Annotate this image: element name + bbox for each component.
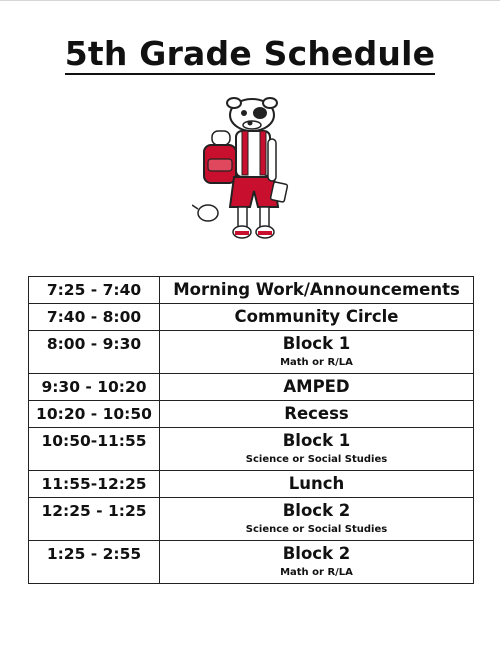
time-cell: 1:25 - 2:55 [29, 541, 160, 584]
activity-name: Morning Work/Announcements [173, 280, 460, 299]
activity-name: Community Circle [234, 307, 399, 326]
time-cell: 10:20 - 10:50 [29, 401, 160, 428]
table-row [29, 331, 474, 374]
activity-detail: Math or R/LA [280, 567, 353, 578]
activity-cell [160, 428, 474, 471]
time-cell: 7:25 - 7:40 [29, 277, 160, 304]
activity-name: Recess [284, 404, 349, 423]
page-title-text: 5th Grade Schedule [64, 34, 436, 73]
activity-detail: Math or R/LA [280, 357, 353, 368]
table-row [29, 541, 474, 584]
time-cell: 11:55-12:25 [29, 471, 160, 498]
activity-cell [160, 374, 474, 401]
activity-name: Block 2 [282, 544, 351, 563]
activity-detail: Science or Social Studies [245, 524, 388, 535]
table-row [29, 401, 474, 428]
activity-cell [160, 304, 474, 331]
table-row [29, 374, 474, 401]
activity-cell [160, 541, 474, 584]
bulldog-mascot-icon [192, 95, 304, 245]
time-cell: 12:25 - 1:25 [29, 498, 160, 541]
table-row [29, 498, 474, 541]
table-row [29, 428, 474, 471]
table-row [29, 304, 474, 331]
top-border [0, 0, 500, 1]
activity-name: Lunch [288, 474, 345, 493]
time-cell: 10:50-11:55 [29, 428, 160, 471]
activity-name: AMPED [283, 377, 350, 396]
time-cell: 7:40 - 8:00 [29, 304, 160, 331]
activity-name: Block 2 [282, 501, 351, 520]
time-cell: 8:00 - 9:30 [29, 331, 160, 374]
schedule-table [28, 276, 474, 584]
activity-detail: Science or Social Studies [245, 454, 388, 465]
activity-cell [160, 498, 474, 541]
time-cell: 9:30 - 10:20 [29, 374, 160, 401]
activity-cell [160, 331, 474, 374]
activity-cell [160, 401, 474, 428]
activity-name: Block 1 [282, 431, 351, 450]
table-row [29, 471, 474, 498]
activity-cell [160, 471, 474, 498]
activity-cell [160, 277, 474, 304]
page-title [0, 32, 500, 76]
activity-name: Block 1 [282, 334, 351, 353]
table-row [29, 277, 474, 304]
